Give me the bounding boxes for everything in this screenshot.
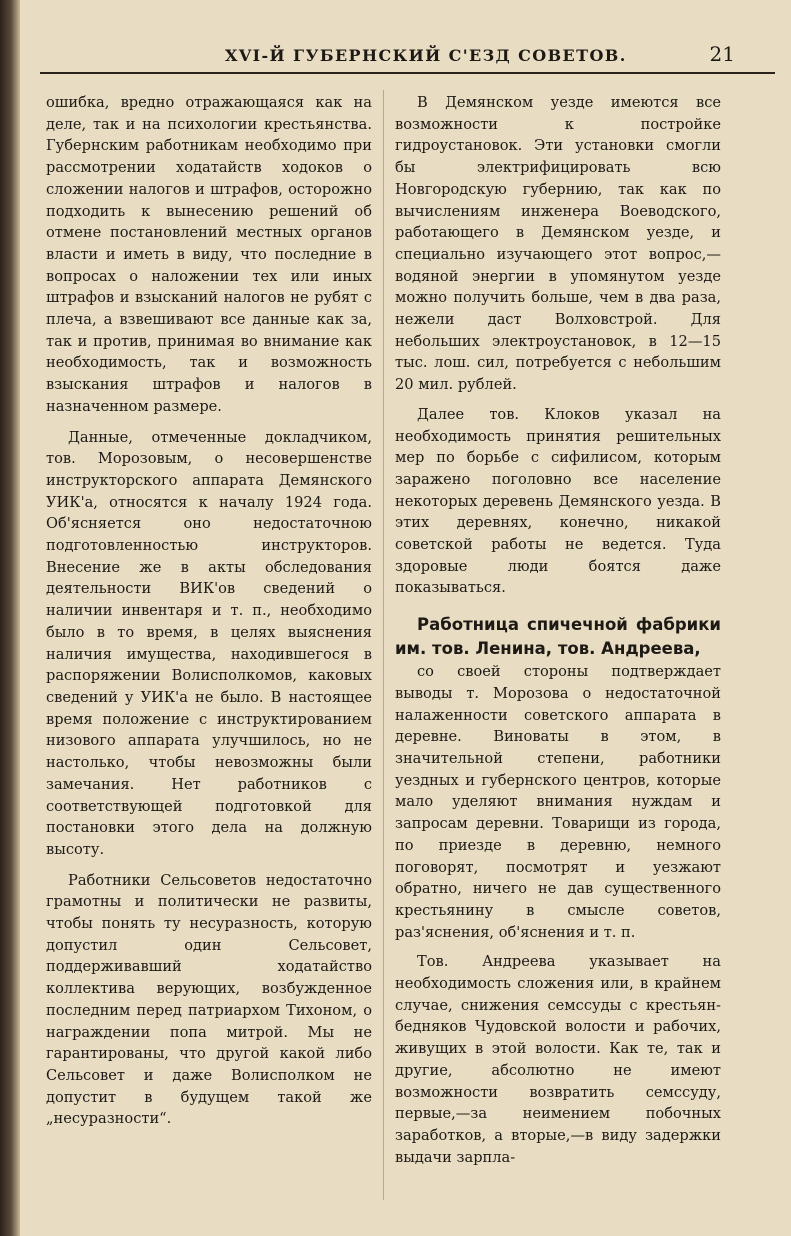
- book-spine-shadow: [0, 0, 20, 1236]
- section-subheading: Работница спичечной фабрики им. тов. Ленина, тов. Андреева,: [395, 615, 721, 659]
- right-column: [395, 92, 721, 1176]
- paragraph: Далее тов. Клоков указал на необходимость принятия решительных мер по борьбе с сифилисом, которым заражено поголовно все население некоторых деревень Демянского уезда. В этих деревнях, конечно, никакой советской работы не ведется. Туда здоровые люди боятся даже показываться.: [395, 405, 721, 597]
- paragraph: Тов. Андреева указывает на необходимость сложения или, в крайнем случае, снижения семссуды с крестьян-бедняков Чудовской волости и рабочих, живущих в этой волости. Как те, так и другие, абсолютно не имеют возможности возвратить семссуду, первые,—за неимением побочных заработков, а вторые,—в виду задержки выдачи зарпла-: [395, 953, 721, 1166]
- page-number: 21: [709, 42, 735, 66]
- paragraph: Данные, отмеченные докладчиком, тов. Морозовым, о несовершенстве инструкторского аппарата Демянского УИК'а, относятся к началу 1924 года. Об'ясняется оно недостаточною подготовленностью инструкторов. Внесение же в акты обследования деятельности ВИК'ов сведений о наличии инвентаря и т. п., необходимо было в то время, в целях выяснения наличия имущества, находившегося в распоряжении Волисполкомов, каковых сведений у УИК'а не было. В настоящее время положение с инструктированием низового аппарата улучшилось, но не настолько, чтобы невозможны были замечания. Нет работников с соответствующей подготовкой для постановки этого дела на должную высоту.: [46, 428, 372, 858]
- header-rule: [40, 72, 775, 74]
- running-header: [40, 40, 775, 80]
- paragraph: Работники Сельсоветов недостаточно грамотны и политически не развиты, чтобы понять ту несуразность, которую допустил один Сельсовет, поддерживавший ходатайство коллектива верующих, возбужденное последним перед патриархом Тихоном, о награждении попа митрой. Мы не гарантированы, что другой какой либо Сельсовет и даже Волисполком не допустит в будущем такой же „несуразности“.: [46, 871, 372, 1128]
- paragraph: В Демянском уезде имеются все возможности к постройке гидроустановок. Эти установки смогли бы электрифицировать всю Новгородскую губернию, так как по вычислениям инженера Воеводского, работающего в Демянском уезде, и специально изучающего этот вопрос,—водяной энергии в упомянутом уезде можно получить больше, чем в два раза, нежели даст Волховстрой. Для небольших электроустановок, в 12—15 тыс. лош. сил, потребуется с небольшим 20 мил. рублей.: [395, 94, 721, 394]
- left-column: [46, 92, 372, 1139]
- paragraph: ошибка, вредно отражающаяся как на деле, так и на психологии крестьянства. Губернским работникам необходимо при рассмотрении ходатайств ходоков о сложении налогов и штрафов, осторожно подходить к вынесению решений об отмене постановлений местных органов власти и иметь в виду, что последние в вопросах о наложении тех или иных штрафов и взысканий налогов не рубят с плеча, а взвешивают все данные как за, так и против, принимая во внимание как необходимость, так и возможность взыскания штрафов и налогов в назначенном размере.: [46, 94, 372, 415]
- column-divider: [383, 90, 384, 1200]
- paragraph: со своей стороны подтверждает выводы т. Морозова о недостаточной налаженности советского аппарата в деревне. Виноваты в этом, в значительной степени, работники уездных и губернского центров, которые мало уделяют внимания нуждам и запросам деревни. Товарищи из города, по приезде в деревню, немного поговорят, посмотрят и уезжают обратно, ничего не дав существенного крестьянину в смысле советов, раз'яснения, об'яснения и т. п.: [395, 663, 721, 941]
- running-title: XVI-Й ГУБЕРНСКИЙ С'ЕЗД СОВЕТОВ.: [225, 46, 627, 65]
